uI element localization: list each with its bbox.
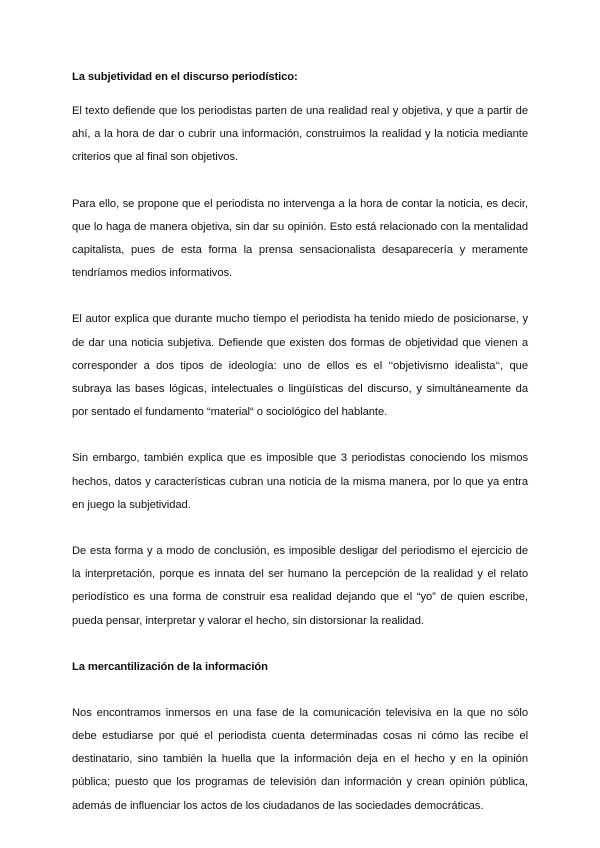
paragraph: Nos encontramos inmersos en una fase de la comunicación televisiva en la que no sólo debe estudiarse por qué el periodista cuenta determinadas cosas ni cómo las recibe el destinatario, sino también la huella que la información deja en el hecho y en la opinión pública; puesto que los programas de televisión dan información y crean opinión pública, además de influenciar los actos de los ciudadanos de las sociedades democráticas. — [72, 706, 528, 812]
paragraph: El autor explica que durante mucho tiempo el periodista ha tenido miedo de posicionarse, y de dar una noticia subjetiva. Defiende que existen dos formas de objetividad que vienen a corresponder a dos tipos de ideología: uno de ellos es el ‘‘objetivismo idealista‘‘, que subraya las bases lógicas, intelectuales o lingüísticas del discurso, y simultáneamente da por sentado el fundamento “material“ o sociológico del hablante. — [72, 313, 528, 419]
paragraph: De esta forma y a modo de conclusión, es imposible desligar del periodismo el ejercicio de la interpretación, porque es innata del ser humano la percepción de la realidad y el relato periodístico es una forma de construir esa realidad dejando que el “yo” de quien escribe, pueda pensar, interpretar y valorar el hecho, sin distorsionar la realidad. — [72, 545, 528, 627]
document-page — [72, 66, 528, 818]
paragraph: Para ello, se propone que el periodista no intervenga a la hora de contar la noticia, es decir, que lo haga de manera objetiva, sin dar su opinión. Esto está relacionado con la mentalidad capitalista, pues de esta forma la prensa sensacionalista desaparecería y meramente tendríamos medios informativos. — [72, 197, 528, 280]
paragraph: Sin embargo, también explica que es imposible que 3 periodistas conociendo los mismos hechos, datos y características cubran una noticia de la misma manera, por lo que ya entra en juego la subjetividad. — [72, 452, 528, 511]
paragraph: El texto defiende que los periodistas parten de una realidad real y objetiva, y que a partir de ahí, a la hora de dar o cubrir una información, construimos la realidad y la noticia mediante criterios que al final son objetivos. — [72, 105, 528, 164]
section-heading-mercantilizacion: La mercantilización de la información — [72, 660, 268, 673]
section-heading-subjetividad: La subjetividad en el discurso periodístico: — [72, 71, 298, 83]
